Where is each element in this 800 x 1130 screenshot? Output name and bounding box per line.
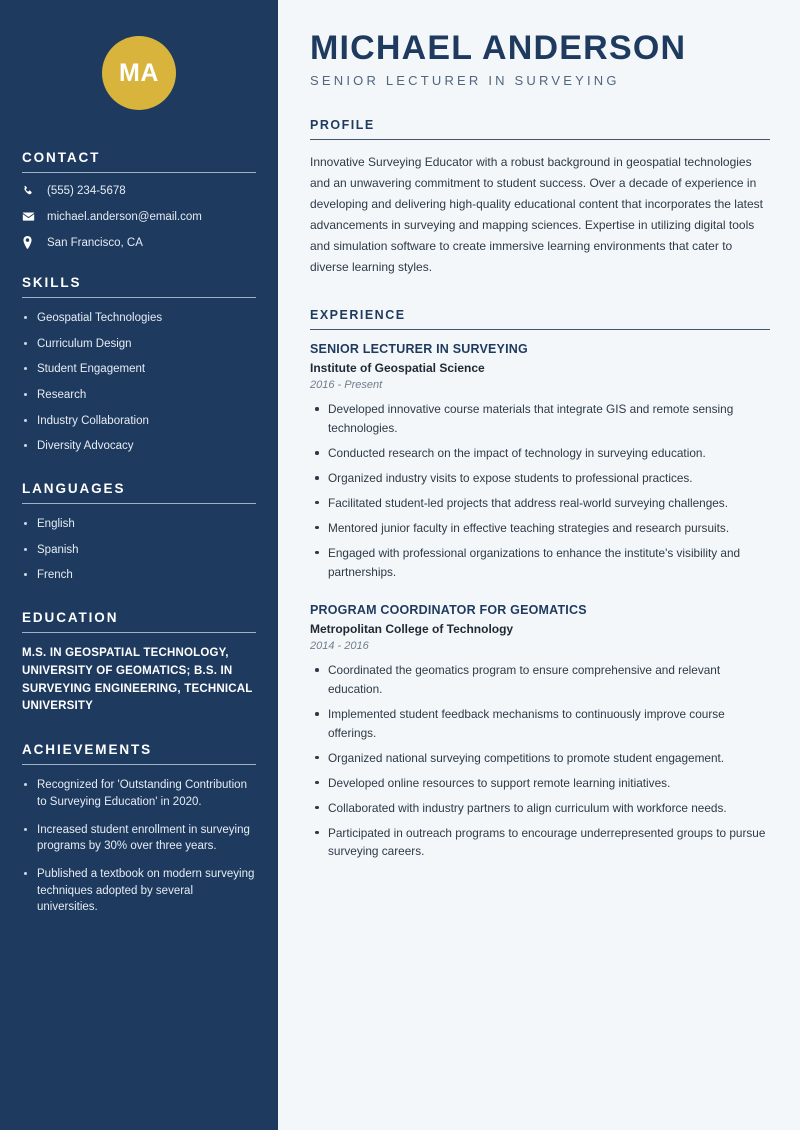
sidebar-section-education	[22, 610, 256, 716]
list-item: French	[22, 567, 256, 584]
skills-list	[22, 310, 256, 455]
section-profile	[310, 118, 770, 278]
list-item: Organized national surveying competitions to promote student engagement.	[310, 749, 770, 768]
list-item: Recognized for 'Outstanding Contribution to Surveying Education' in 2020.	[22, 777, 256, 810]
main-content	[278, 0, 800, 1130]
sidebar-section-skills	[22, 275, 256, 455]
page-title: MICHAEL ANDERSON	[310, 29, 687, 67]
contact-heading: CONTACT	[22, 150, 101, 165]
list-item: Mentored junior faculty in effective teaching strategies and research pursuits.	[310, 519, 770, 538]
sidebar-section-languages	[22, 481, 256, 584]
skills-heading: SKILLS	[22, 275, 82, 290]
education-text: M.S. IN GEOSPATIAL TECHNOLOGY, UNIVERSITY OF GEOMATICS; B.S. IN SURVEYING ENGINEERING, TECHNICAL UNIVERSITY	[22, 647, 253, 713]
list-item: Diversity Advocacy	[22, 438, 256, 455]
list-item: Engaged with professional organizations to enhance the institute's visibility and partnerships.	[310, 544, 770, 582]
avatar: MA	[102, 36, 176, 110]
profile-text: Innovative Surveying Educator with a robust background in geospatial technologies and an unwavering commitment to student success. Over a decade of experience in developing and delivering high-quality educational content that incorporates the latest advancements in surveying and mapping sciences. Expertise in utilizing digital tools and simulation software to create immersive learning environments that cater to diverse learning styles.	[310, 155, 763, 275]
list-item: Participated in outreach programs to encourage underrepresented groups to pursue surveying careers.	[310, 824, 770, 862]
envelope-icon	[22, 210, 40, 223]
list-item: Facilitated student-led projects that address real-world surveying challenges.	[310, 494, 770, 513]
profile-heading: PROFILE	[310, 118, 375, 133]
sidebar-section-achievements	[22, 742, 256, 916]
list-item: Organized industry visits to expose students to professional practices.	[310, 469, 770, 488]
list-item: Curriculum Design	[22, 336, 256, 353]
contact-item-email[interactable]	[22, 210, 256, 223]
profile-divider	[310, 139, 770, 140]
list-item: Geospatial Technologies	[22, 310, 256, 327]
list-item: Implemented student feedback mechanisms to continuously improve course offerings.	[310, 705, 770, 743]
list-item: Developed online resources to support remote learning initiatives.	[310, 774, 770, 793]
list-item: Collaborated with industry partners to align curriculum with workforce needs.	[310, 799, 770, 818]
sidebar-section-contact	[22, 150, 256, 249]
experience-bullet-list	[310, 661, 770, 861]
avatar-container	[22, 0, 256, 150]
skills-divider	[22, 297, 256, 298]
list-item: Coordinated the geomatics program to ensure comprehensive and relevant education.	[310, 661, 770, 699]
phone-icon	[22, 185, 40, 197]
list-item: Increased student enrollment in surveying programs by 30% over three years.	[22, 822, 256, 855]
list-item: Industry Collaboration	[22, 413, 256, 430]
experience-organization: Metropolitan College of Technology	[310, 622, 514, 637]
list-item: Research	[22, 387, 256, 404]
achievements-list	[22, 777, 256, 916]
list-item: Student Engagement	[22, 361, 256, 378]
experience-job-title: PROGRAM COORDINATOR FOR GEOMATICS	[310, 603, 587, 618]
contact-email-value: michael.anderson@email.com	[47, 210, 202, 223]
experience-job-title: SENIOR LECTURER IN SURVEYING	[310, 342, 528, 357]
contact-phone-value: (555) 234-5678	[47, 185, 126, 197]
experience-organization: Institute of Geospatial Science	[310, 361, 485, 376]
education-heading: EDUCATION	[22, 610, 119, 626]
experience-divider	[310, 329, 770, 330]
experience-dates: 2016 - Present	[310, 379, 383, 392]
experience-heading: EXPERIENCE	[310, 308, 406, 323]
job-subtitle: SENIOR LECTURER IN SURVEYING	[310, 73, 620, 89]
list-item: Conducted research on the impact of technology in surveying education.	[310, 444, 770, 463]
languages-list	[22, 516, 256, 584]
contact-divider	[22, 172, 256, 173]
experience-entry	[310, 603, 770, 861]
education-divider	[22, 632, 256, 633]
location-pin-icon	[22, 236, 40, 249]
achievements-heading: ACHIEVEMENTS	[22, 742, 153, 758]
section-experience	[310, 308, 770, 861]
list-item: Developed innovative course materials that integrate GIS and remote sensing technologies.	[310, 400, 770, 438]
languages-divider	[22, 503, 256, 504]
contact-location-value: San Francisco, CA	[47, 236, 143, 249]
contact-item-phone[interactable]	[22, 185, 256, 197]
list-item: English	[22, 516, 256, 533]
achievements-divider	[22, 764, 256, 765]
languages-heading: LANGUAGES	[22, 481, 126, 497]
list-item: Published a textbook on modern surveying techniques adopted by several universities.	[22, 866, 256, 916]
experience-entry	[310, 342, 770, 581]
contact-item-location[interactable]	[22, 236, 256, 249]
sidebar	[0, 0, 278, 1130]
list-item: Spanish	[22, 542, 256, 559]
experience-dates: 2014 - 2016	[310, 640, 369, 653]
experience-bullet-list	[310, 400, 770, 581]
